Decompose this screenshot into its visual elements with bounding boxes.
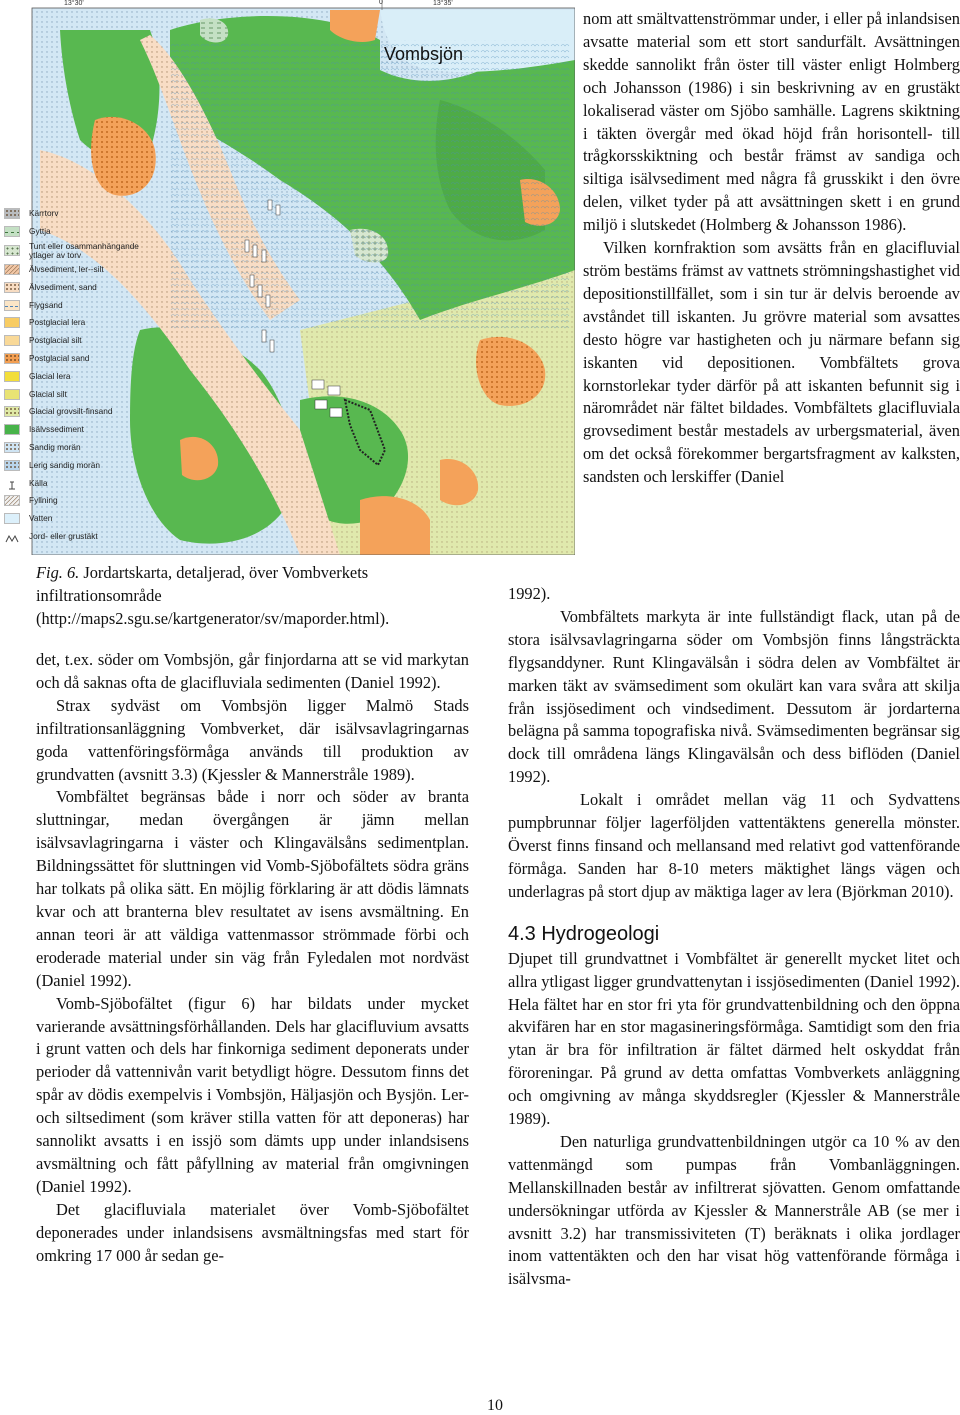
- soil-map-figure: [0, 0, 575, 555]
- legend-label: Sandig morän: [29, 441, 81, 452]
- legend-label: Gyttja: [29, 226, 51, 237]
- legend-swatch: [4, 335, 20, 346]
- legend-item: [2, 421, 162, 439]
- legend-label: Fyllning: [29, 495, 58, 506]
- legend-item: [2, 314, 162, 332]
- legend-label: Tunt eller osammanhängande ytlager av torv: [29, 240, 139, 260]
- legend-item: [2, 439, 162, 457]
- legend-item: [2, 367, 162, 385]
- legend-item: [2, 278, 162, 296]
- caption-label: Fig. 6.: [36, 563, 80, 582]
- coord-label-west: 13°30': [64, 0, 84, 7]
- left-text-column: [36, 649, 469, 1267]
- legend-swatch: [4, 353, 20, 364]
- paragraph: Djupet till grundvattnet i Vombfältet är generellt mycket litet och allra ytligast ligger grundvattenytan i issjösedimenten (Daniel 1992). Hela fältet har en stor fri yta för grundvattenbildning och den öppna akvifären har en stor magasineringsförmåga. Samtidigt som den fria ytan är bra för infiltration är fältet därmed helt oskyddat från föroreningar. På grund av detta omfattas Vombverkets anläggning och omgivning av många skyddsregler (Kjessler & Mannerstråle 1989).: [508, 948, 960, 1129]
- legend-item: [2, 403, 162, 421]
- legend-swatch: [4, 478, 20, 489]
- legend-item: [2, 528, 162, 546]
- section-heading: 4.3 Hydrogeologi: [508, 922, 660, 945]
- legend-label: Jord- eller grustäkt: [29, 530, 98, 541]
- paragraph: Strax sydväst om Vombsjön ligger Malmö Stads infiltrationsanläggning Vombverket, där isälvsavlagringarnas goda vattenföringsförmåga används till produktion av grundvatten (avsnitt 3.3) (Kjessler & Mannerstråle 1989).: [36, 695, 469, 784]
- map-legend: [2, 205, 162, 545]
- legend-swatch: [4, 460, 20, 471]
- legend-item: [2, 261, 162, 279]
- paragraph: nom att smältvattenströmmar under, i eller på inlandsisen avsatte material som ett stort sandurfält. Avsättningen skedde sannolikt från öster till väster enligt Holmberg och Johansson (1986) i sin beskrivning av en grustäkt lokaliserad väster om Sjöbo samhälle. Lagrens skiktning i täkten övergår med ökad höjd från horisontell- till trågkorsskiktning och består främst av sandiga och siltiga isälvsediment med några få grusskikt i den övre delen, vilket tyder på att avsättningen skett i en grund miljö i slutskedet (Holmberg & Johansson 1986).: [583, 9, 960, 235]
- legend-item: [2, 510, 162, 528]
- legend-swatch: [4, 208, 20, 219]
- legend-swatch: [4, 513, 20, 524]
- right-text-column-bottom: [508, 583, 960, 1291]
- legend-label: Älvsediment, sand: [29, 281, 97, 292]
- legend-swatch: [4, 389, 20, 400]
- paragraph: Vombfältets markyta är inte fullständigt flack, utan på de stora isälvsavlagringarna söder om Vombsjön finns långsträckta flygsanddyner. Runt Klingavälsån i södra delen av Vombfältet är marken täkt av svämsediment som okulärt kan vara svåra att skilja från issjösediment och vindsediment. Dessutom är jordarterna belägna på samma topografiska nivå. Svämsedimenten begränsar sig dock till områdena längs Klingavälsån och dess biflöden (Daniel 1992).: [508, 606, 960, 787]
- paragraph: Vomb-Sjöbofältet (figur 6) har bildats under mycket varierande avsättningsförhållanden. Dels har glacifluvium avsatts i grunt vatten och dels har finkorniga sediment deponerats under perioder då vattennivån varit betydligt högre. Dessutom finns det spår av dödis exempelvis i Vombsjön, Häljasjön och Bysjön. Ler- och siltsediment (som kräver stilla vatten för att deponeras) har sannolikt avsatts i en issjö som dämts upp under inlandsisens avsmältning och fått påfyllning av material från omgivningen (Daniel 1992).: [36, 993, 469, 1196]
- legend-label: Postglacial sand: [29, 352, 90, 363]
- legend-item: [2, 474, 162, 492]
- legend-item: [2, 296, 162, 314]
- legend-label: Kärrtorv: [29, 208, 59, 219]
- legend-label: Isälvssediment: [29, 424, 84, 435]
- legend-label: Postglacial silt: [29, 335, 82, 346]
- legend-item: [2, 223, 162, 241]
- legend-item: [2, 350, 162, 368]
- legend-swatch: [4, 226, 20, 237]
- legend-label: Glacial grovsilt-finsand: [29, 406, 113, 417]
- legend-label: Flygsand: [29, 299, 63, 310]
- page-number: 10: [487, 1397, 503, 1414]
- legend-label: Postglacial lera: [29, 317, 86, 328]
- lake-label: Vombsjön: [384, 44, 464, 64]
- legend-item: [2, 241, 162, 261]
- figure-caption: [36, 561, 481, 630]
- paragraph: Vilken kornfraktion som avsätts från en glacifluvial ström bestäms främst av vattnets strömningshastighet vid depositionstillfället, som i sin tur är delvis beroende av avståndet till iskanten. Ju grövre material som avsattes desto högre var hastigheten och ju närmare befann sig iskanten vid depositionen. Vombfältets grova kornstorlekar tyder därför på att iskanten befunnit sig i närområdet när fältet bildades. Vombfältets glacifluviala grovsediment består mestadels av urbergsmaterial, även om det också förekommer bergartsfragment av kalksten, sandsten och lerskiffer (Daniel: [583, 238, 960, 487]
- legend-swatch: [4, 406, 20, 417]
- legend-swatch: [4, 531, 20, 542]
- legend-item: [2, 456, 162, 474]
- coord-label-east: 13°35': [433, 0, 453, 7]
- legend-swatch: [4, 424, 20, 435]
- legend-swatch: [4, 495, 20, 506]
- legend-item: [2, 385, 162, 403]
- legend-swatch: [4, 264, 20, 275]
- legend-item: [2, 205, 162, 223]
- legend-swatch: [4, 245, 20, 256]
- paragraph: Det glacifluviala materialet över Vomb-Sjöbofältet deponerades under inlandsisens avsmältningsfas med start för omkring 17 000 år sedan ge-: [36, 1199, 469, 1265]
- caption-text: Jordartskarta, detaljerad, över Vombverkets infiltrationsområde (http://maps2.sgu.se/kartgenerator/sv/maporder.html).: [36, 563, 390, 628]
- legend-item: [2, 332, 162, 350]
- legend-swatch: [4, 371, 20, 382]
- legend-label: Källa: [29, 477, 48, 488]
- legend-swatch: [4, 442, 20, 453]
- paragraph: Den naturliga grundvattenbildningen utgör ca 10 % av den vattenmängd som pumpas från Vombanläggningen. Mellanskillnaden består av infiltrerat sjövatten. Genom omfattande undersökningar utförda av Kjessler & Mannerstråle AB (se mer i avsnitt 3.2) har transmissiviteten (T) beräknats i olika jordlager inom vattentäkten och den har visat hög vattenförande förmåga i isälvsma-: [508, 1131, 960, 1289]
- legend-label: Älvsediment, ler--silt: [29, 263, 104, 274]
- legend-item: [2, 492, 162, 510]
- legend-swatch: [4, 282, 20, 293]
- legend-label: Glacial silt: [29, 388, 67, 399]
- paragraph: Vombfältet begränsas både i norr och söder av branta sluttningar, medan övergången är jämn mellan isälvsavlagringarna i väster och Klingavälsåns sedimentplan. Bildningssättet för sluttningen vid Vomb-Sjöbofältets södra gräns har tolkats på olika sätt. En möjlig förklaring är att dödis lämnats kvar och att branterna blev resultatet av isens avsmältning. En annan teori är att väldiga vattenmassor strömmade förbi och eroderade material under sin väg från Fyledalen mot nordväst (Daniel 1992).: [36, 787, 469, 990]
- legend-swatch: [4, 317, 20, 328]
- legend-label: Glacial lera: [29, 370, 71, 381]
- paragraph: det, t.ex. söder om Vombsjön, går finjordarna att se vid markytan och då saknas ofta de glacifluviala sedimenten (Daniel 1992).: [36, 650, 469, 692]
- paragraph-continuation: 1992).: [508, 584, 551, 603]
- coord-label-center: 0: [379, 0, 383, 6]
- paragraph: Lokalt i området mellan väg 11 och Sydvattens pumpbrunnar följer lagerföljden vattentäktens generella mönster. Överst finns finsand och mellansand med relativt god vattenförande förmåga. Sanden har 8-10 meters mäktighet längs vägen och underlagras på stort djup av mäktiga lager av lera (Björkman 2010).: [508, 790, 960, 901]
- right-text-column-top: [583, 8, 960, 489]
- legend-label: Vatten: [29, 513, 53, 524]
- legend-swatch: [4, 300, 20, 311]
- legend-label: Lerig sandig morän: [29, 459, 101, 470]
